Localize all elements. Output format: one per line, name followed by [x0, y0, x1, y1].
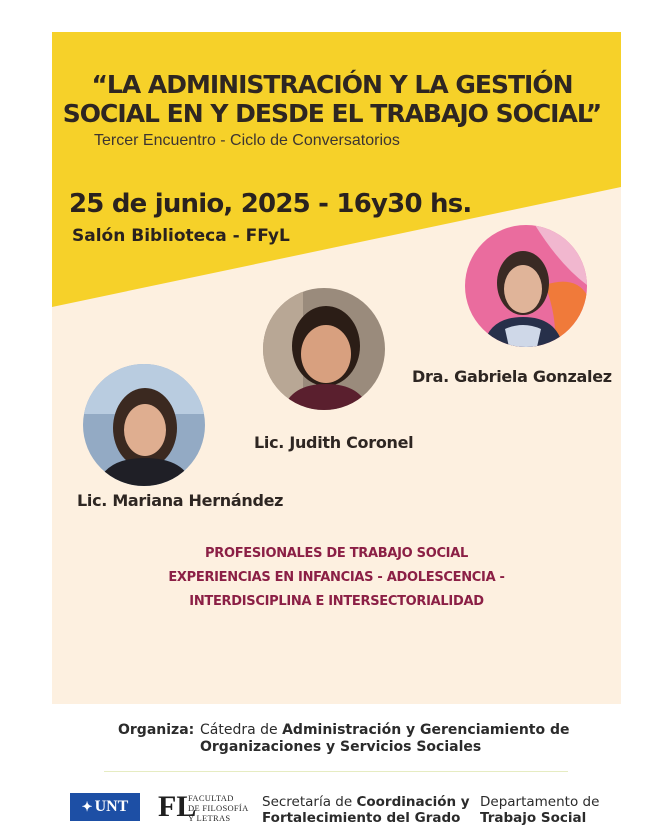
departamento-label: Departamento de — [480, 794, 600, 810]
speaker-name-coronel: Lic. Judith Coronel — [254, 433, 414, 452]
speaker-photo-coronel — [263, 288, 385, 410]
ffyl-logo — [158, 791, 254, 825]
ffyl-mark: FL — [158, 790, 197, 823]
event-venue: Salón Biblioteca - FFyL — [72, 226, 290, 246]
speaker-name-gonzalez: Dra. Gabriela Gonzalez — [412, 367, 612, 386]
unt-logo-text: UNT — [94, 798, 129, 815]
speaker-name-hernandez: Lic. Mariana Hernández — [77, 491, 284, 510]
unt-logo — [70, 793, 140, 821]
speaker-photo-hernandez — [83, 364, 205, 486]
secretaria-name-1: Coordinación y — [356, 794, 470, 810]
topics-list — [52, 542, 621, 614]
secretaria-prefix: Secretaría de — [262, 794, 357, 810]
ffyl-line-3: Y LETRAS — [188, 813, 231, 823]
organizer-text — [200, 722, 600, 756]
topic-line-1: PROFESIONALES DE TRABAJO SOCIAL — [205, 546, 468, 561]
ffyl-line-2: DE FILOSOFÍA — [188, 803, 249, 813]
event-date: 25 de junio, 2025 - 16y30 hs. — [69, 189, 472, 219]
departamento-text — [480, 794, 599, 826]
footer-divider — [104, 771, 568, 772]
subtitle: Tercer Encuentro - Ciclo de Conversatorios — [94, 132, 400, 149]
unt-star-icon: ✦ — [81, 799, 93, 814]
organizer-name-2: Organizaciones y Servicios Sociales — [200, 739, 482, 755]
page-title — [62, 70, 602, 128]
title-line-2: SOCIAL EN Y DESDE EL TRABAJO SOCIAL” — [62, 99, 602, 128]
ffyl-line-1: FACULTAD — [188, 793, 234, 803]
secretaria-text — [262, 794, 470, 826]
organizer-name-1: Administración y Gerenciamiento de — [282, 722, 570, 738]
ffyl-text — [188, 793, 249, 823]
speaker-photo-gonzalez — [465, 225, 587, 347]
title-line-1: “LA ADMINISTRACIÓN Y LA GESTIÓN — [91, 70, 573, 99]
departamento-name: Trabajo Social — [480, 810, 587, 826]
poster — [52, 32, 621, 704]
organizer-label: Organiza: — [118, 722, 195, 738]
topic-line-3: INTERDISCIPLINA E INTERSECTORIALIDAD — [189, 594, 484, 609]
organizer-prefix: Cátedra de — [200, 722, 283, 738]
secretaria-name-2: Fortalecimiento del Grado — [262, 810, 461, 826]
topic-line-2: EXPERIENCIAS EN INFANCIAS - ADOLESCENCIA - — [168, 570, 505, 585]
